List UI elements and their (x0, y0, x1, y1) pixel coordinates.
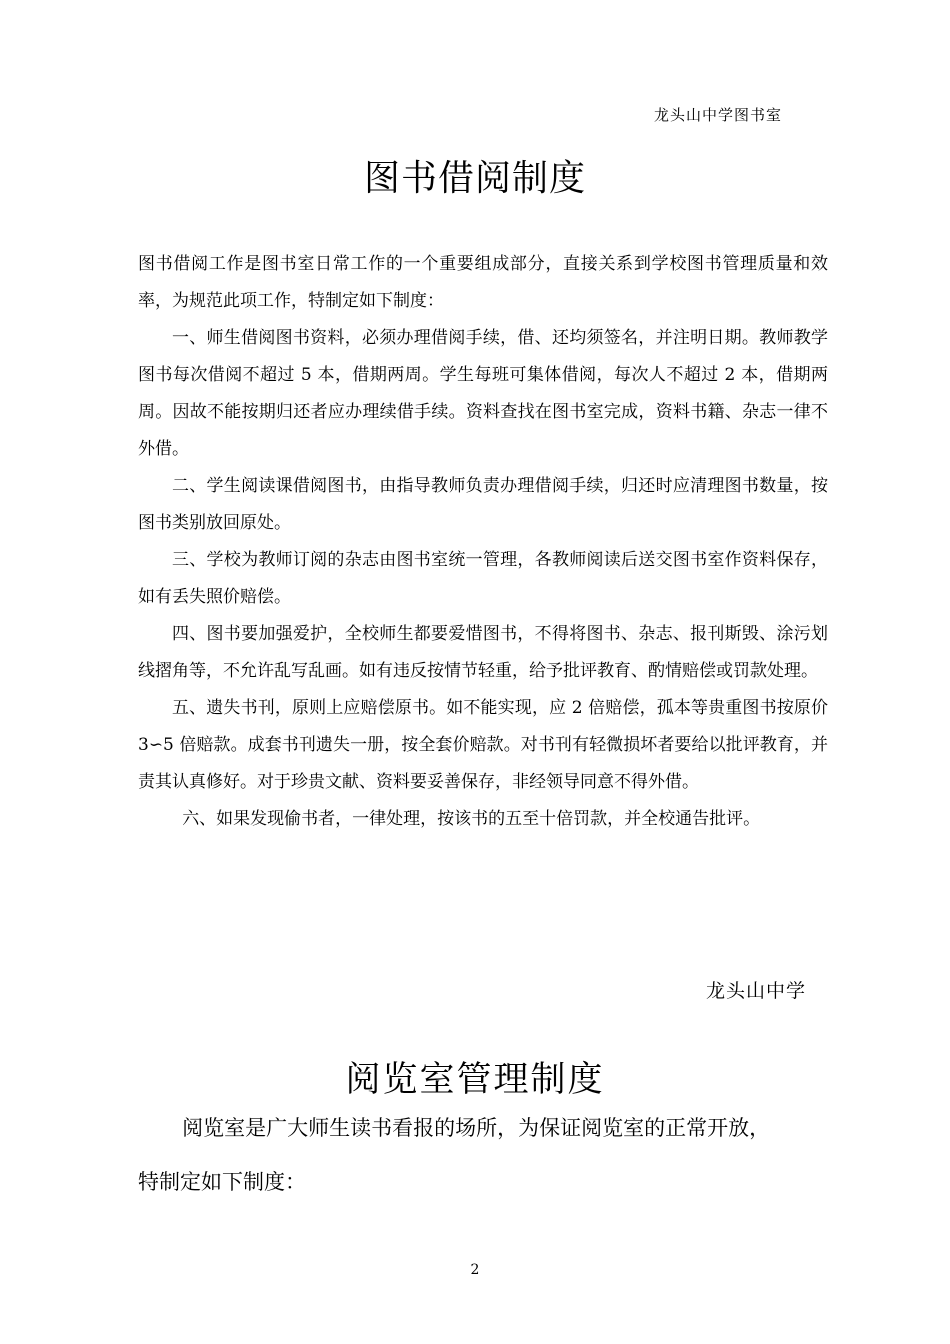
section2-intro-line2: 特制定如下制度： (138, 1170, 306, 1194)
section2-intro-line1: 阅览室是广大师生读书看报的场所，为保证阅览室的正常开放， (182, 1116, 771, 1140)
rule-item-6: 六、如果发现偷书者，一律处理，按该书的五至十倍罚款，并全校通告批评。 (182, 809, 761, 829)
section1-signature: 龙头山中学 (705, 980, 806, 1002)
rule-item-1: 一、师生借阅图书资料，必须办理借阅手续，借、还均须签名，并注明日期。教师教学图书每次借阅不超过 5 本，借期两周。学生每班可集体借阅，每次人不超过 2 本，借期两周。因故不能按期归还者应办理续借手续。资料查找在图书室完成，资料书籍、杂志一律不外借。 (138, 328, 828, 459)
section1-intro: 图书借阅工作是图书室日常工作的一个重要组成部分，直接关系到学校图书管理质量和效率，为规范此项工作，特制定如下制度： (138, 254, 828, 311)
header-organization: 龙头山中学图书室 (653, 106, 782, 124)
rule-item-4: 四、图书要加强爱护，全校师生都要爱惜图书，不得将图书、杂志、报刊斯毁、涂污划线摺角等，不允许乱写乱画。如有违反按情节轻重，给予批评教育、酌情赔偿或罚款处理。 (138, 624, 828, 681)
section1-title: 图书借阅制度 (363, 158, 586, 199)
page-number: 2 (470, 1262, 480, 1278)
section2-body (138, 1110, 828, 1201)
rule-item-2: 二、学生阅读课借阅图书，由指导教师负责办理借阅手续，归还时应清理图书数量，按图书类别放回原处。 (138, 476, 828, 533)
section1-body (138, 246, 828, 838)
rule-item-5: 五、遗失书刊，原则上应赔偿原书。如不能实现，应 2 倍赔偿，孤本等贵重图书按原价 3∽5 倍赔款。成套书刊遗失一册，按全套价赔款。对书刊有轻微损坏者要给以批评教育，并责其认真修好。对于珍贵文献、资料要妥善保存，非经领导同意不得外借。 (138, 698, 828, 792)
rule-item-3: 三、学校为教师订阅的杂志由图书室统一管理，各教师阅读后送交图书室作资料保存，如有丢失照价赔偿。 (138, 550, 828, 607)
section2-title: 阅览室管理制度 (345, 1060, 605, 1100)
